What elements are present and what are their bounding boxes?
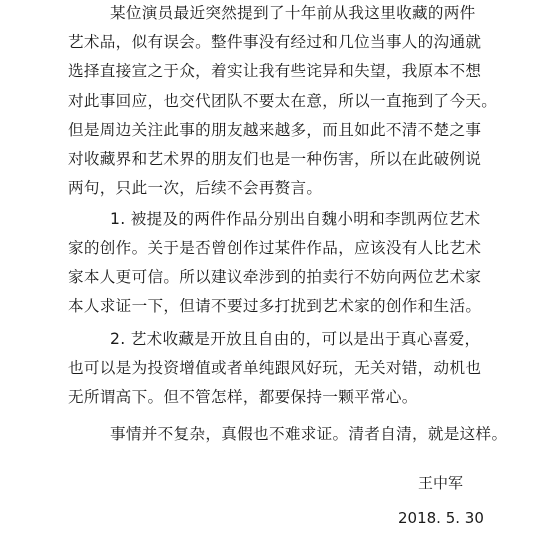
signature: 王中军 <box>418 474 464 492</box>
closing-line: 事情并不复杂，真假也不难求证。清者自清，就是这样。 <box>110 425 508 443</box>
intro-line-7: 两句，只此一次，后续不会再赘言。 <box>68 179 323 197</box>
point1-line-4: 本人求证一下，但请不要过多打扰到艺术家的创作和生活。 <box>68 297 482 315</box>
intro-line-5: 但是周边关注此事的朋友越来越多，而且如此不清不楚之事 <box>68 121 482 139</box>
intro-line-3: 选择直接宣之于众，着实让我有些诧异和失望，我原本不想 <box>68 62 482 80</box>
point2-line-3: 无所谓高下。但不管怎样，都要保持一颗平常心。 <box>68 388 418 406</box>
point1-line-2: 家的创作。关于是否曾创作过某件作品，应该没有人比艺术 <box>68 239 482 257</box>
point1-line-3: 家本人更可信。所以建议牵涉到的拍卖行不妨向两位艺术家 <box>68 268 482 286</box>
point2-line-2: 也可以是为投资增值或者单纯跟风好玩，无关对错，动机也 <box>68 359 482 377</box>
intro-line-6: 对收藏界和艺术界的朋友们也是一种伤害，所以在此破例说 <box>68 150 482 168</box>
point1-line-1: 1. 被提及的两件作品分别出自魏小明和李凯两位艺术 <box>110 210 481 228</box>
intro-line-2: 艺术品，似有误会。整件事没有经过和几位当事人的沟通就 <box>68 33 482 51</box>
intro-line-4: 对此事回应，也交代团队不要太在意，所以一直拖到了今天。 <box>68 92 498 110</box>
intro-line-1: 某位演员最近突然提到了十年前从我这里收藏的两件 <box>110 4 476 22</box>
date: 2018. 5. 30 <box>398 509 484 527</box>
point2-line-1: 2. 艺术收藏是开放且自由的，可以是出于真心喜爱， <box>110 330 481 348</box>
